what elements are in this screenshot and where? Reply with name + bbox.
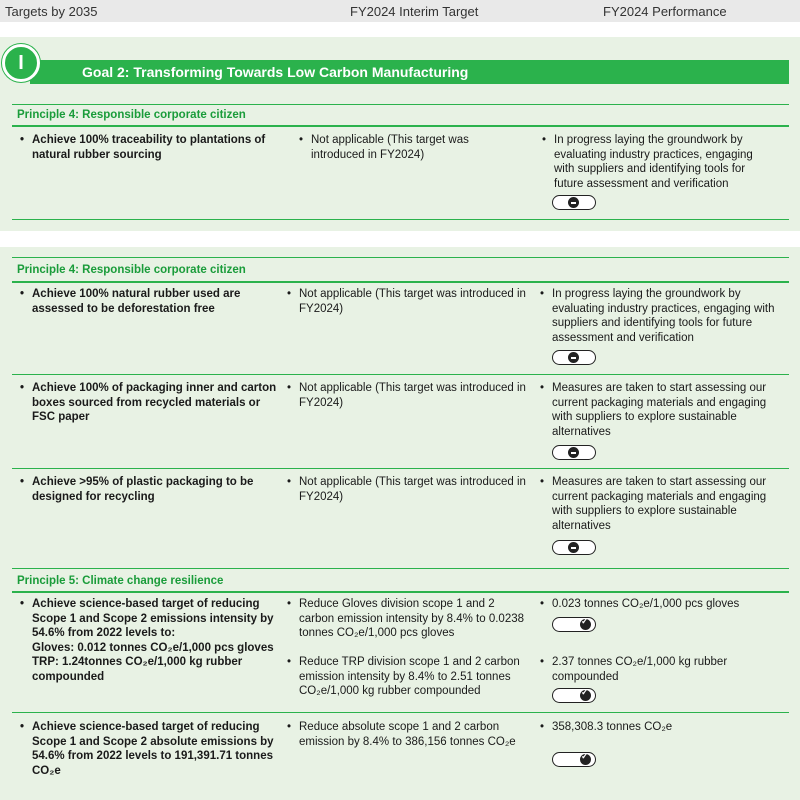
status-in-progress-icon: [552, 195, 596, 210]
target-text: • Achieve 100% of packaging inner and carton boxes sourced from recycled materials or FSC paper: [20, 382, 277, 423]
principle-heading: Principle 5: Climate change resilience: [17, 575, 224, 587]
divider: [12, 712, 789, 713]
interim-target-text: • Reduce Gloves division scope 1 and 2 carbon emission intensity by 8.4% to 0.0238 tonnes CO₂e/1,000 pcs gloves: [287, 598, 525, 639]
divider: [12, 568, 789, 569]
status-achieved-icon: [552, 752, 596, 767]
target-text: • Achieve science-based target of reducing Scope 1 and Scope 2 absolute emissions by 54.6% from 2022 levels to 191,391.71 tonnes CO₂e: [20, 721, 274, 777]
interim-target-text: • Not applicable (This target was introduced in FY2024): [287, 476, 526, 503]
divider: [12, 281, 789, 283]
interim-target-text: • Not applicable (This target was introduced in FY2024): [299, 134, 469, 161]
interim-target-text: • Reduce absolute scope 1 and 2 carbon emission by 8.4% to 386,156 tonnes CO₂e: [287, 721, 516, 748]
target-text: • Achieve 100% traceability to plantations of natural rubber sourcing: [20, 134, 266, 161]
status-achieved-icon: [552, 617, 596, 632]
principle-heading: Principle 4: Responsible corporate citizen: [17, 264, 246, 276]
status-in-progress-icon: [552, 445, 596, 460]
goal-title: Goal 2: Transforming Towards Low Carbon Manufacturing: [30, 60, 789, 84]
divider: [12, 125, 789, 127]
status-in-progress-icon: [552, 540, 596, 555]
status-achieved-icon: [552, 688, 596, 703]
principle-heading: Principle 4: Responsible corporate citizen: [17, 109, 246, 121]
target-text: • Achieve science-based target of reducing Scope 1 and Scope 2 emissions intensity by 54.6% from 2022 levels to: Gloves: 0.012 tonnes CO₂e/1,000 pcs gloves TRP: 1.24tonnes CO₂e/1,000 kg rubber compounded: [20, 598, 274, 683]
performance-text: • In progress laying the groundwork by evaluating industry practices, engaging with suppliers and identifying tools for future assessment and verification: [542, 134, 753, 190]
performance-text: • Measures are taken to start assessing our current packaging materials and engaging with suppliers to explore sustainable alternatives: [540, 382, 767, 438]
goal-number-badge: I: [2, 44, 40, 82]
divider: [12, 374, 789, 375]
column-header-performance: FY2024 Performance: [603, 4, 727, 19]
divider: [12, 104, 789, 105]
performance-text: • 0.023 tonnes CO₂e/1,000 pcs gloves: [540, 598, 740, 610]
target-text: • Achieve >95% of plastic packaging to be designed for recycling: [20, 476, 254, 503]
column-header-interim: FY2024 Interim Target: [350, 4, 479, 19]
performance-text: • In progress laying the groundwork by evaluating industry practices, engaging with suppliers and identifying tools for future assessment and verification: [540, 288, 775, 344]
divider: [12, 591, 789, 593]
interim-target-text: • Not applicable (This target was introduced in FY2024): [287, 382, 526, 409]
interim-target-text: • Not applicable (This target was introduced in FY2024): [287, 288, 526, 315]
divider: [12, 257, 789, 258]
performance-text: • 2.37 tonnes CO₂e/1,000 kg rubber compounded: [540, 656, 728, 683]
target-text: • Achieve 100% natural rubber used are assessed to be deforestation free: [20, 288, 241, 315]
performance-text: • Measures are taken to start assessing our current packaging materials and engaging with suppliers to explore sustainable alternatives: [540, 476, 767, 532]
status-in-progress-icon: [552, 350, 596, 365]
column-header-targets: Targets by 2035: [5, 4, 98, 19]
performance-text: • 358,308.3 tonnes CO₂e: [540, 721, 673, 733]
divider: [12, 468, 789, 469]
column-header-bar: [0, 0, 800, 22]
interim-target-text: • Reduce TRP division scope 1 and 2 carbon emission intensity by 8.4% to 2.51 tonnes CO₂e/1,000 kg rubber compounded: [287, 656, 520, 697]
divider: [12, 219, 789, 220]
